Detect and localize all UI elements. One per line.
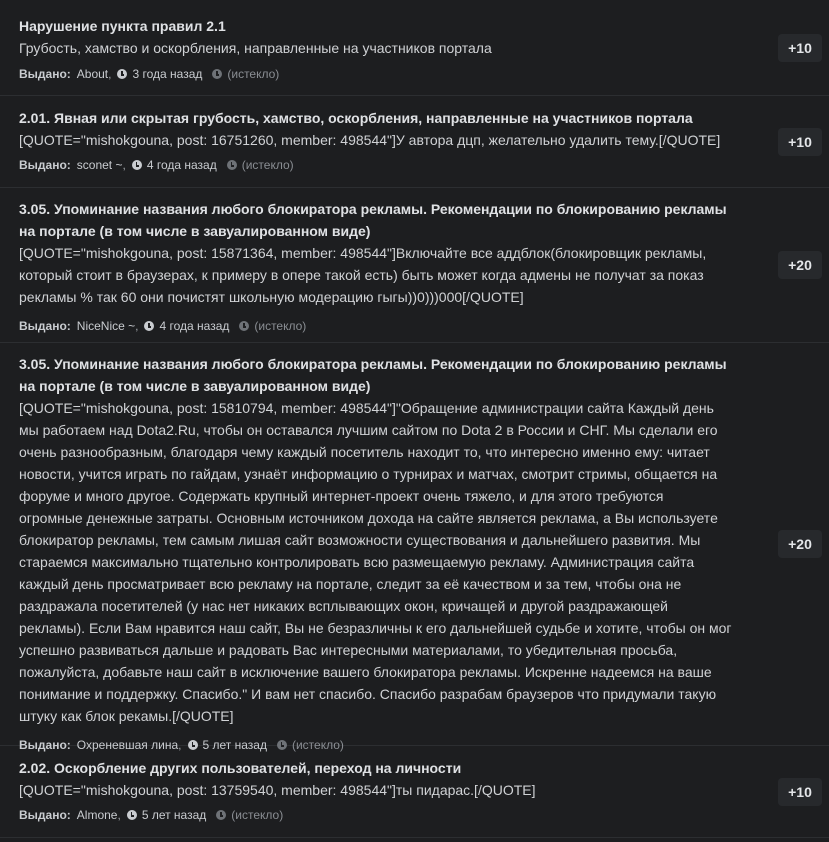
clock-icon (144, 321, 154, 331)
clock-icon (212, 69, 222, 79)
warning-text-line: штуку как блок рекамы.[/QUOTE] (19, 708, 234, 724)
warning-text-line: [QUOTE="mishokgouna, post: 15871364, member: 498544"]Включайте все аддблок(блокировщик рекламы, (19, 245, 707, 261)
warning-title: Нарушение пункта правил 2.1 (19, 18, 226, 34)
warning-text-line: блокиратор рекламы, тем самым лишая сайт возможности существования и дальнейшего развития. Мы (19, 532, 701, 548)
issuer-link[interactable]: NiceNice ~ (76, 319, 136, 333)
clock-icon (127, 810, 137, 820)
warning-text-line: раздражала посетителей (у нас нет никаких всплывающих окон, кричащей и другой раздражающей (19, 598, 668, 614)
warning-meta: Выдано: NiceNice ~ , 4 года назад (истекло) (19, 319, 307, 333)
issuer-link[interactable]: Almone (76, 808, 118, 822)
warning-text-line: пожалуйста, добавьте наш сайт в исключение вашего блокиратора рекламы. Искренне надеемся на ваше (19, 664, 712, 680)
warning-text-line: успешно развиваться дальше и радовать Вас интересными материалами, то убедительная просьба, (19, 642, 678, 658)
warning-title: 3.05. Упоминание названия любого блокиратора рекламы. Рекомендации по блокированию рекламы на портале (в том числе в завуалированном виде) (19, 201, 727, 239)
issued-time[interactable]: 5 лет назад (202, 738, 267, 752)
expired-status: (истекло) (227, 67, 280, 81)
issued-label: Выдано: (19, 738, 71, 752)
warning-text: [QUOTE="mishokgouna, post: 13759540, member: 498544"]ты пидарас.[/QUOTE] (19, 782, 536, 798)
warning-item (0, 188, 829, 343)
warning-text-line: мы работаем над Dota2.Ru, чтобы он оставался лучшим сайтом по Dota 2 в России и СНГ. Мы сделали его (19, 422, 718, 438)
issuer-link[interactable]: About (76, 67, 109, 81)
warning-item (0, 96, 829, 188)
warning-title: 3.05. Упоминание названия любого блокиратора рекламы. Рекомендации по блокированию рекламы на портале (в том числе в завуалированном виде) (19, 356, 727, 394)
warning-meta: Выдано: About , 3 года назад (истекло) (19, 67, 280, 81)
points-badge: +10 (778, 34, 822, 62)
warning-text-line: каждый день просматривает всю рекламу на портале, следит за её качеством и за тем, чтобы она не (19, 576, 682, 592)
issued-time[interactable]: 4 года назад (159, 319, 230, 333)
warning-meta: Выдано: sconet ~ , 4 года назад (истекло) (19, 158, 294, 172)
warning-item (0, 0, 829, 96)
issuer-link[interactable]: sconet ~ (76, 158, 123, 172)
issued-time[interactable]: 3 года назад (132, 67, 203, 81)
warning-text: [QUOTE="mishokgouna, post: 16751260, member: 498544"]У автора дцп, желательно удалить тему.[/QUOTE] (19, 132, 721, 148)
warning-meta: Выдано: Охреневшая лина , 5 лет назад (истекло) (19, 738, 344, 752)
warning-meta: Выдано: Almone , 5 лет назад (истекло) (19, 808, 284, 822)
issued-time[interactable]: 4 года назад (146, 158, 217, 172)
expired-status: (истекло) (241, 158, 294, 172)
warning-text-line: огромные денежные затраты. Основным источником дохода на сайте является реклама, а Вы используете (19, 510, 718, 526)
warning-text-line: понимание и поддержку. Спасибо." И вам нет спасибо. Спасибо разрабам браузеров что придумали такую (19, 686, 717, 702)
warning-text-line: [QUOTE="mishokgouna, post: 15810794, member: 498544"]"Обращение администрации сайта Каждый день (19, 400, 714, 416)
issued-label: Выдано: (19, 319, 71, 333)
clock-icon (239, 321, 249, 331)
issued-time[interactable]: 5 лет назад (141, 808, 207, 822)
points-badge: +10 (778, 128, 822, 156)
warning-title: 2.02. Оскорбление других пользователей, переход на личности (19, 760, 462, 776)
expired-status: (истекло) (291, 738, 344, 752)
points-badge: +10 (778, 778, 822, 806)
points-badge: +20 (778, 251, 822, 279)
clock-icon (227, 160, 237, 170)
warning-text-line: рекламы % так 60 они почистят школьную модерацию гыгы))0)))000[/QUOTE] (19, 289, 524, 305)
expired-status: (истекло) (231, 808, 284, 822)
clock-icon (132, 160, 142, 170)
expired-status: (истекло) (254, 319, 307, 333)
warning-text-line: очень разнообразным, благодаря чему каждый посетитель находит то, что интересно именно ему: читает (19, 444, 710, 460)
clock-icon (117, 69, 127, 79)
warning-item (0, 746, 829, 838)
clock-icon (216, 810, 226, 820)
warning-text: Грубость, хамство и оскорбления, направленные на участников портала (19, 40, 492, 56)
warning-text-line: стараемся максимально тщательно контролировать всю размещаемую рекламу. Администрация сайта (19, 554, 695, 570)
issued-label: Выдано: (19, 808, 71, 822)
issuer-link[interactable]: Охреневшая лина (76, 738, 179, 752)
warning-title: 2.01. Явная или скрытая грубость, хамство, оскорбления, направленные на участников портала (19, 110, 693, 126)
warning-text-line: форуме и много другое. Содержать крупный интернет-проект очень тяжело, и для этого требуются (19, 488, 664, 504)
warning-text-line: новости, учится играть по гайдам, узнаёт информацию о турнирах и матчах, смотрит стримы, общается на (19, 466, 718, 482)
issued-label: Выдано: (19, 158, 71, 172)
warning-text-line: рекламы). Если Вам нравится наш сайт, Вы не безразличны к его дальнейшей судьбе и хотите, чтобы он мог (19, 620, 732, 636)
points-badge: +20 (778, 530, 822, 558)
warning-text-line: который стоит в браузерах, к примеру в опере такой есть) быть может когда адмены не получат за показ (19, 267, 704, 283)
warning-item (0, 343, 829, 752)
issued-label: Выдано: (19, 67, 71, 81)
